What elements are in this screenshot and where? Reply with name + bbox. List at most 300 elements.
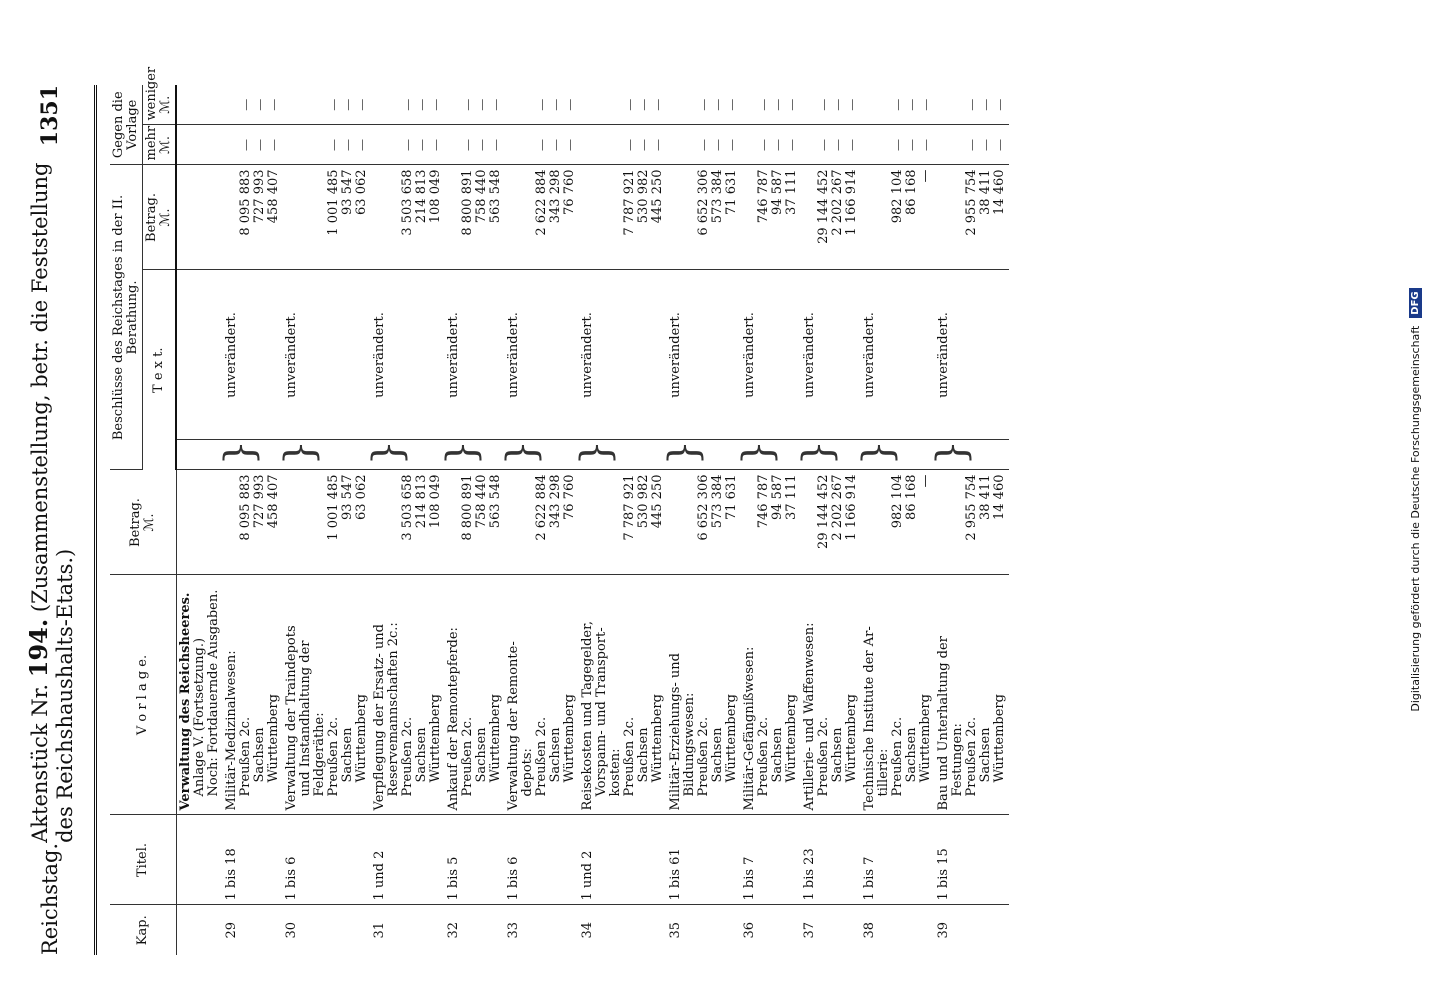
table-row	[505, 85, 579, 955]
kap-cell: 38	[861, 921, 877, 939]
dash-mark: —	[252, 98, 267, 111]
vorlage-cell	[861, 575, 935, 815]
mehr-cell	[741, 125, 801, 165]
col-text: T e x t.	[143, 270, 177, 470]
vorlage-cell	[935, 575, 1009, 815]
header-left: Reichstag.	[38, 842, 62, 955]
amount-value: 6 652 306	[695, 169, 711, 236]
amount-value: 86 168	[903, 169, 919, 215]
weniger-cell	[445, 85, 505, 125]
weniger-cell	[579, 85, 667, 125]
titel-cell: 1 bis 7	[861, 815, 935, 905]
state-label: Sachsen	[769, 727, 785, 783]
amount-value: 8 800 891	[459, 474, 475, 541]
state-label: Sachsen	[635, 727, 651, 783]
amount-value: 37 111	[783, 474, 799, 520]
amount-value: 445 250	[649, 169, 665, 224]
dash-mark: —	[724, 98, 739, 111]
kap-cell: 39	[935, 921, 951, 939]
dash-mark: —	[238, 138, 253, 151]
dash-mark: —	[252, 138, 267, 151]
amount-value: 1 166 914	[843, 169, 859, 236]
mehr-cell	[283, 125, 371, 165]
amount-value: 94 587	[769, 169, 785, 215]
decision-betrag-cell	[935, 165, 1009, 270]
brace-mark: }	[283, 440, 371, 470]
dash-mark: —	[340, 138, 355, 151]
titel-cell: 1 bis 15	[935, 815, 1009, 905]
state-label: Preußen 2c.	[815, 716, 831, 797]
amount-value: 108 049	[427, 474, 443, 529]
state-label: Württemberg	[265, 694, 281, 783]
item-heading: tillerie:	[875, 748, 891, 797]
item-heading: Reservemannschaften 2c.:	[385, 622, 401, 797]
budget-table	[110, 66, 1009, 955]
dash-mark: —	[978, 138, 993, 151]
kap-cell: 34	[579, 921, 595, 939]
dash-mark: —	[770, 138, 785, 151]
betrag-cell	[801, 470, 861, 575]
dash-mark: —	[710, 138, 725, 151]
amount-value: 76 760	[561, 474, 577, 520]
amount-value: —	[917, 474, 933, 488]
decision-text: unverändert.	[579, 270, 667, 440]
amount-value: 214 813	[413, 169, 429, 224]
brace-mark: }	[741, 440, 801, 470]
item-heading: Feldgeräthe:	[311, 712, 327, 797]
dash-mark: —	[696, 138, 711, 151]
state-label: Sachsen	[251, 727, 267, 783]
vorlage-cell	[667, 575, 741, 815]
amount-value: 214 813	[413, 474, 429, 529]
kap-cell: 33	[505, 921, 521, 939]
decision-text: unverändert.	[223, 270, 283, 440]
state-label: Württemberg	[561, 694, 577, 783]
dash-mark: —	[488, 138, 503, 151]
state-label: Sachsen	[977, 727, 993, 783]
amount-value: 982 104	[889, 169, 905, 224]
dash-mark: —	[756, 98, 771, 111]
table-row	[223, 85, 283, 955]
brace-mark: }	[861, 440, 935, 470]
dash-mark: —	[964, 98, 979, 111]
dash-mark: —	[488, 98, 503, 111]
decision-text: unverändert.	[505, 270, 579, 440]
brace-mark: }	[801, 440, 861, 470]
item-heading: Artillerie- und Waffenwesen:	[801, 622, 817, 811]
dash-mark: —	[964, 138, 979, 151]
table-row	[935, 85, 1009, 955]
state-label: Sachsen	[339, 727, 355, 783]
dash-mark: —	[904, 138, 919, 151]
decision-text: unverändert.	[445, 270, 505, 440]
dash-mark: —	[562, 98, 577, 111]
dash-mark: —	[238, 98, 253, 111]
item-heading: Verwaltung der Traindepots	[283, 625, 299, 811]
dash-mark: —	[830, 98, 845, 111]
state-label: Preußen 2c.	[533, 716, 549, 797]
item-heading: Verwaltung der Remonte-	[505, 641, 521, 811]
col-weniger: weniger ℳ.	[143, 85, 177, 125]
betrag-cell	[579, 470, 667, 575]
amount-value: 2 955 754	[963, 169, 979, 236]
amount-value: 3 503 658	[399, 169, 415, 236]
section-title: Verwaltung des Reichsheeres.	[177, 592, 193, 811]
amount-value: 458 407	[265, 169, 281, 224]
state-label: Württemberg	[353, 694, 369, 783]
dash-mark: —	[340, 98, 355, 111]
kap-cell: 32	[445, 921, 461, 939]
amount-value: 6 652 306	[695, 474, 711, 541]
weniger-cell	[505, 85, 579, 125]
dash-mark: —	[816, 138, 831, 151]
state-label: Württemberg	[783, 694, 799, 783]
weniger-cell	[371, 85, 445, 125]
brace-mark: }	[667, 440, 741, 470]
decision-betrag-cell	[223, 165, 283, 270]
dash-mark: —	[326, 98, 341, 111]
dash-mark: —	[354, 138, 369, 151]
dash-mark: —	[978, 98, 993, 111]
brace-mark: }	[935, 440, 1009, 470]
amount-value: 573 384	[709, 474, 725, 529]
amount-value: 727 993	[251, 474, 267, 529]
intro-row	[176, 85, 223, 955]
amount-value: 71 631	[723, 474, 739, 520]
vorlage-cell	[741, 575, 801, 815]
vorlage-cell	[579, 575, 667, 815]
decision-text: unverändert.	[667, 270, 741, 440]
amount-value: 37 111	[783, 169, 799, 215]
amount-value: 343 298	[547, 474, 563, 529]
dash-mark: —	[992, 98, 1007, 111]
col-gegen: Gegen die Vorlage	[110, 85, 143, 165]
col-titel: Titel.	[110, 815, 176, 905]
dash-mark: —	[650, 98, 665, 111]
amount-value: 445 250	[649, 474, 665, 529]
mehr-cell	[579, 125, 667, 165]
mehr-cell	[667, 125, 741, 165]
state-label: Sachsen	[413, 727, 429, 783]
amount-value: 38 411	[977, 169, 993, 215]
page-header	[20, 85, 80, 955]
dash-mark: —	[992, 138, 1007, 151]
header-title: Aktenstück Nr. 194. (Zusammenstellung, betr. die Feststellung des Reichshaushalts-Etats.)	[23, 162, 77, 843]
amount-value: 71 631	[723, 169, 739, 215]
amount-value: —	[917, 169, 933, 183]
amount-value: 1 001 485	[325, 169, 341, 236]
decision-text: unverändert.	[371, 270, 445, 440]
amount-value: 727 993	[251, 169, 267, 224]
amount-value: 108 049	[427, 169, 443, 224]
dash-mark: —	[636, 138, 651, 151]
decision-text: unverändert.	[861, 270, 935, 440]
item-heading: kosten:	[607, 748, 623, 797]
amount-value: 758 440	[473, 474, 489, 529]
state-label: Sachsen	[829, 727, 845, 783]
dash-mark: —	[474, 98, 489, 111]
mehr-cell	[801, 125, 861, 165]
dash-mark: —	[460, 138, 475, 151]
state-label: Württemberg	[427, 694, 443, 783]
section-note: Noch: Fortdauernde Ausgaben.	[205, 589, 221, 797]
betrag-cell	[667, 470, 741, 575]
item-heading: Bildungswesen:	[681, 692, 697, 797]
state-label: Preußen 2c.	[237, 716, 253, 797]
decision-text: unverändert.	[283, 270, 371, 440]
amount-value: 8 800 891	[459, 169, 475, 236]
item-heading: Festungen:	[949, 723, 965, 797]
titel-cell: 1 bis 23	[801, 815, 861, 905]
state-label: Württemberg	[649, 694, 665, 783]
mehr-cell	[935, 125, 1009, 165]
decision-betrag-cell	[801, 165, 861, 270]
dfg-logo: DFG	[1409, 288, 1422, 317]
dash-mark: —	[756, 138, 771, 151]
dash-mark: —	[548, 98, 563, 111]
dash-mark: —	[770, 98, 785, 111]
dash-mark: —	[844, 138, 859, 151]
dash-mark: —	[534, 138, 549, 151]
item-heading: Technische Institute der Ar-	[861, 626, 877, 811]
dash-mark: —	[534, 98, 549, 111]
titel-cell: 1 bis 5	[445, 815, 505, 905]
table-row	[283, 85, 371, 955]
state-label: Sachsen	[473, 727, 489, 783]
vorlage-cell	[445, 575, 505, 815]
amount-value: 758 440	[473, 169, 489, 224]
brace-mark: }	[445, 440, 505, 470]
state-label: Württemberg	[487, 694, 503, 783]
vorlage-cell	[801, 575, 861, 815]
brace-mark: }	[223, 440, 283, 470]
betrag-cell	[283, 470, 371, 575]
dash-mark: —	[890, 138, 905, 151]
item-heading: Ankauf der Remontepferde:	[445, 627, 461, 811]
state-label: Sachsen	[903, 727, 919, 783]
col-beschluesse: Beschlüsse des Reichstages in der II. Berathung.	[110, 165, 143, 470]
vorlage-cell	[283, 575, 371, 815]
dash-mark: —	[428, 98, 443, 111]
betrag-cell	[935, 470, 1009, 575]
weniger-cell	[283, 85, 371, 125]
decision-betrag-cell	[579, 165, 667, 270]
table-row	[801, 85, 861, 955]
decision-betrag-cell	[505, 165, 579, 270]
page-number: 1351	[37, 85, 63, 147]
kap-cell: 31	[371, 921, 387, 939]
dash-mark: —	[710, 98, 725, 111]
dash-mark: —	[400, 138, 415, 151]
dash-mark: —	[904, 98, 919, 111]
table-row	[371, 85, 445, 955]
item-heading: Militär-Erziehungs- und	[667, 653, 683, 811]
mehr-cell	[223, 125, 283, 165]
dash-mark: —	[650, 138, 665, 151]
amount-value: 76 760	[561, 169, 577, 215]
dash-mark: —	[460, 98, 475, 111]
state-label: Preußen 2c.	[695, 716, 711, 797]
dash-mark: —	[784, 98, 799, 111]
mehr-cell	[861, 125, 935, 165]
dash-mark: —	[548, 138, 563, 151]
state-label: Preußen 2c.	[755, 716, 771, 797]
state-label: Preußen 2c.	[621, 716, 637, 797]
dash-mark: —	[816, 98, 831, 111]
item-heading: und Instandhaltung der	[297, 640, 313, 797]
titel-cell: 1 bis 61	[667, 815, 741, 905]
table-row	[667, 85, 741, 955]
kap-cell: 37	[801, 921, 817, 939]
state-label: Württemberg	[917, 694, 933, 783]
col-vorlage: V o r l a g e.	[110, 575, 176, 815]
titel-cell: 1 bis 7	[741, 815, 801, 905]
amount-value: 86 168	[903, 474, 919, 520]
dash-mark: —	[622, 98, 637, 111]
dash-mark: —	[428, 138, 443, 151]
amount-value: 2 202 267	[829, 474, 845, 541]
item-heading: Bau und Unterhaltung der	[935, 636, 951, 811]
dash-mark: —	[696, 98, 711, 111]
amount-value: 8 095 883	[237, 474, 253, 541]
dash-mark: —	[724, 138, 739, 151]
decision-text: unverändert.	[741, 270, 801, 440]
dash-mark: —	[266, 98, 281, 111]
weniger-cell	[861, 85, 935, 125]
amount-value: 2 202 267	[829, 169, 845, 236]
betrag-cell	[861, 470, 935, 575]
vorlage-cell	[223, 575, 283, 815]
amount-value: 3 503 658	[399, 474, 415, 541]
betrag-cell	[505, 470, 579, 575]
amount-value: 2 622 884	[533, 474, 549, 541]
amount-value: 2 622 884	[533, 169, 549, 236]
amount-value: 746 787	[755, 474, 771, 529]
amount-value: 29 144 452	[815, 474, 831, 549]
dash-mark: —	[918, 138, 933, 151]
dash-mark: —	[918, 98, 933, 111]
kap-cell: 30	[283, 921, 299, 939]
table-row	[741, 85, 801, 955]
state-label: Preußen 2c.	[963, 716, 979, 797]
amount-value: 530 982	[635, 474, 651, 529]
dash-mark: —	[636, 98, 651, 111]
weniger-cell	[801, 85, 861, 125]
dash-mark: —	[326, 138, 341, 151]
decision-betrag-cell	[445, 165, 505, 270]
item-heading: Verpflegung der Ersatz- und	[371, 624, 387, 811]
col-kap: Kap.	[110, 905, 176, 955]
state-label: Preußen 2c.	[325, 716, 341, 797]
dash-mark: —	[474, 138, 489, 151]
item-heading: Militär-Gefängnißwesen:	[741, 646, 757, 811]
mehr-cell	[445, 125, 505, 165]
vorlage-cell	[505, 575, 579, 815]
amount-value: 29 144 452	[815, 169, 831, 244]
betrag-cell	[741, 470, 801, 575]
titel-cell: 1 bis 6	[283, 815, 371, 905]
brace-mark: }	[505, 440, 579, 470]
weniger-cell	[741, 85, 801, 125]
dash-mark: —	[562, 138, 577, 151]
titel-cell: 1 und 2	[371, 815, 445, 905]
decision-betrag-cell	[741, 165, 801, 270]
dash-mark: —	[784, 138, 799, 151]
amount-value: 746 787	[755, 169, 771, 224]
decision-betrag-cell	[371, 165, 445, 270]
brace-mark: }	[371, 440, 445, 470]
state-label: Württemberg	[723, 694, 739, 783]
state-label: Preußen 2c.	[459, 716, 475, 797]
weniger-cell	[935, 85, 1009, 125]
amount-value: 93 547	[339, 169, 355, 215]
weniger-cell	[667, 85, 741, 125]
decision-text: unverändert.	[935, 270, 1009, 440]
col-mehr: mehr ℳ.	[143, 125, 177, 165]
dash-mark: —	[266, 138, 281, 151]
table-row	[579, 85, 667, 955]
amount-value: 563 548	[487, 169, 503, 224]
kap-cell: 36	[741, 921, 757, 939]
amount-value: 94 587	[769, 474, 785, 520]
amount-value: 458 407	[265, 474, 281, 529]
kap-cell: 29	[223, 921, 239, 939]
state-label: Preußen 2c.	[399, 716, 415, 797]
item-heading: Vorspann- und Transport-	[593, 627, 609, 797]
dash-mark: —	[354, 98, 369, 111]
item-heading: Reisekosten und Tagegelder,	[579, 620, 595, 811]
amount-value: 14 460	[991, 169, 1007, 215]
dash-mark: —	[622, 138, 637, 151]
section-annex: Anlage V. (Fortsetzung.)	[191, 637, 207, 797]
amount-value: 8 095 883	[237, 169, 253, 236]
decision-betrag-cell	[283, 165, 371, 270]
item-heading: Militär-Medizinalwesen:	[223, 650, 239, 811]
betrag-cell	[371, 470, 445, 575]
weniger-cell	[223, 85, 283, 125]
amount-value: 7 787 921	[621, 169, 637, 236]
amount-value: 982 104	[889, 474, 905, 529]
dash-mark: —	[414, 98, 429, 111]
vorlage-cell	[371, 575, 445, 815]
credit-text: Digitalisierung gefördert durch die Deutsche Forschungsgemeinschaft	[1408, 325, 1422, 712]
col-b-betrag: Betrag. ℳ.	[143, 165, 177, 270]
amount-value: 63 062	[353, 474, 369, 520]
amount-value: 93 547	[339, 474, 355, 520]
amount-value: 2 955 754	[963, 474, 979, 541]
state-label: Württemberg	[991, 694, 1007, 783]
amount-value: 7 787 921	[621, 474, 637, 541]
state-label: Sachsen	[709, 727, 725, 783]
header-rule	[94, 85, 97, 955]
brace-mark: }	[579, 440, 667, 470]
decision-text: unverändert.	[801, 270, 861, 440]
state-label: Preußen 2c.	[889, 716, 905, 797]
amount-value: 343 298	[547, 169, 563, 224]
decision-betrag-cell	[667, 165, 741, 270]
decision-betrag-cell	[861, 165, 935, 270]
dash-mark: —	[844, 98, 859, 111]
state-label: Württemberg	[843, 694, 859, 783]
dash-mark: —	[414, 138, 429, 151]
amount-value: 14 460	[991, 474, 1007, 520]
dash-mark: —	[890, 98, 905, 111]
amount-value: 1 166 914	[843, 474, 859, 541]
titel-cell: 1 und 2	[579, 815, 667, 905]
state-label: Sachsen	[547, 727, 563, 783]
titel-cell: 1 bis 18	[223, 815, 283, 905]
digitization-credit	[1405, 0, 1425, 1000]
